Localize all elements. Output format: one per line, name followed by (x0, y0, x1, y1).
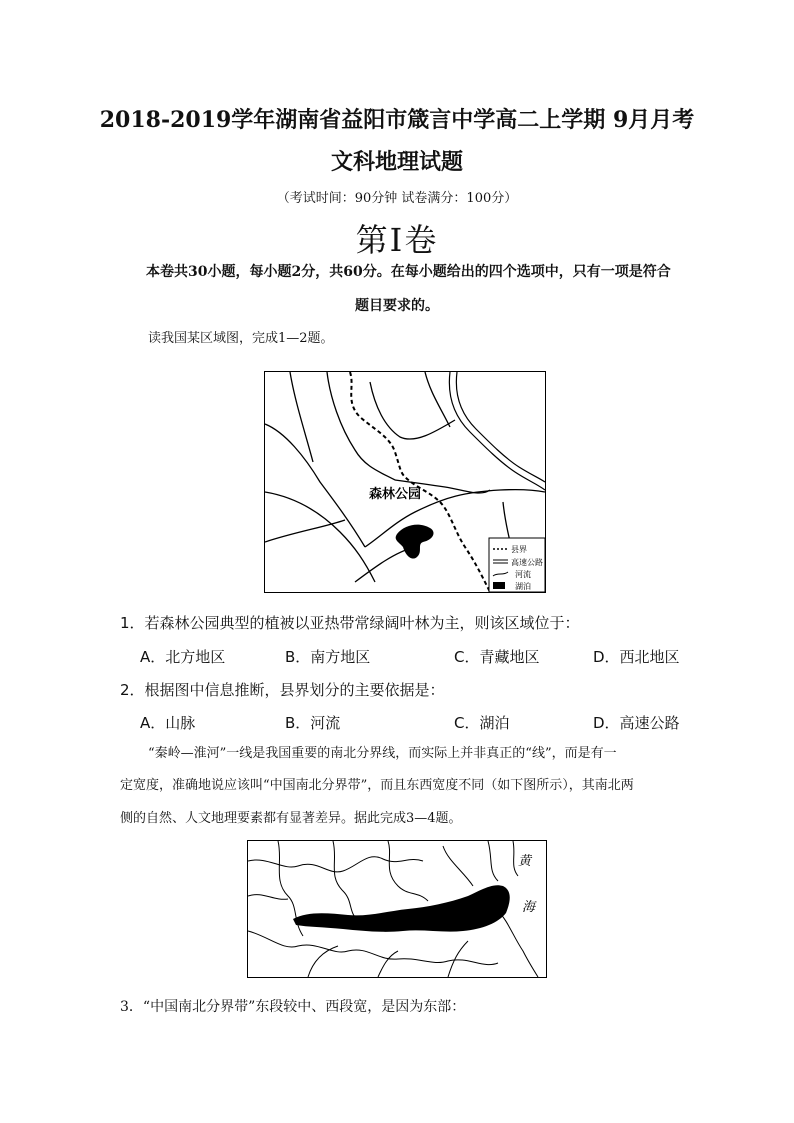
instructions-line-2: 题目要求的。 (355, 298, 439, 314)
question-1: 1．若森林公园典型的植被以亚热带常绿阔叶林为主，则该区域位于： (120, 614, 580, 632)
transition-zone-map (247, 840, 547, 978)
region-map-svg (265, 372, 545, 592)
forest-park-label: 森林公园 (369, 487, 422, 502)
passage-line-1: “秦岭—淮河”一线是我国重要的南北分界线，而实际上并非真正的“线”，而是有一 (148, 746, 617, 761)
map-legend (489, 538, 545, 592)
transition-zone-svg (248, 841, 546, 977)
legend-highway: 高速公路 (511, 558, 543, 567)
legend-county: 县界 (511, 545, 527, 554)
yellow-sea-label-1: 黄 (518, 854, 532, 869)
question-2: 2．根据图中信息推断，县界划分的主要依据是： (120, 681, 445, 699)
exam-subtitle: 文科地理试题 (330, 149, 463, 175)
legend-lake: 湖泊 (515, 582, 531, 591)
q1-option-d: D．西北地区 (593, 648, 680, 666)
instructions-line-1: 本卷共30小题，每小题2分，共60分。在每小题给出的四个选项中，只有一项是符合 (146, 264, 671, 280)
q2-option-b: B．河流 (285, 714, 341, 732)
q1-option-b: B．南方地区 (285, 648, 371, 666)
passage-line-3: 侧的自然、人文地理要素都有显著差异。据此完成3—4题。 (120, 811, 462, 826)
q2-option-c: C．湖泊 (454, 714, 510, 732)
q2-option-d: D．高速公路 (593, 714, 680, 732)
transition-belt (293, 885, 510, 932)
map-intro: 读我国某区域图，完成1—2题。 (148, 331, 334, 346)
q2-option-a: A．山脉 (140, 714, 196, 732)
q1-option-a: A．北方地区 (140, 648, 226, 666)
exam-info: （考试时间：90分钟 试卷满分：100分） (276, 191, 518, 206)
county-boundary (350, 372, 490, 592)
passage-line-2: 定宽度，准确地说应该叫“中国南北分界带”，而且东西宽度不同（如下图所示），其南北两 (120, 778, 634, 793)
legend-river: 河流 (515, 570, 531, 579)
volume-heading: 第Ⅰ卷 (355, 221, 439, 259)
region-map (264, 371, 546, 593)
lake (396, 525, 434, 559)
exam-title: 2018-2019学年湖南省益阳市箴言中学高二上学期 9月月考 (99, 107, 695, 133)
q1-option-c: C．青藏地区 (454, 648, 540, 666)
question-3: 3．“中国南北分界带”东段较中、西段宽，是因为东部： (120, 999, 466, 1015)
yellow-sea-label-2: 海 (522, 900, 536, 915)
highway (449, 372, 545, 490)
